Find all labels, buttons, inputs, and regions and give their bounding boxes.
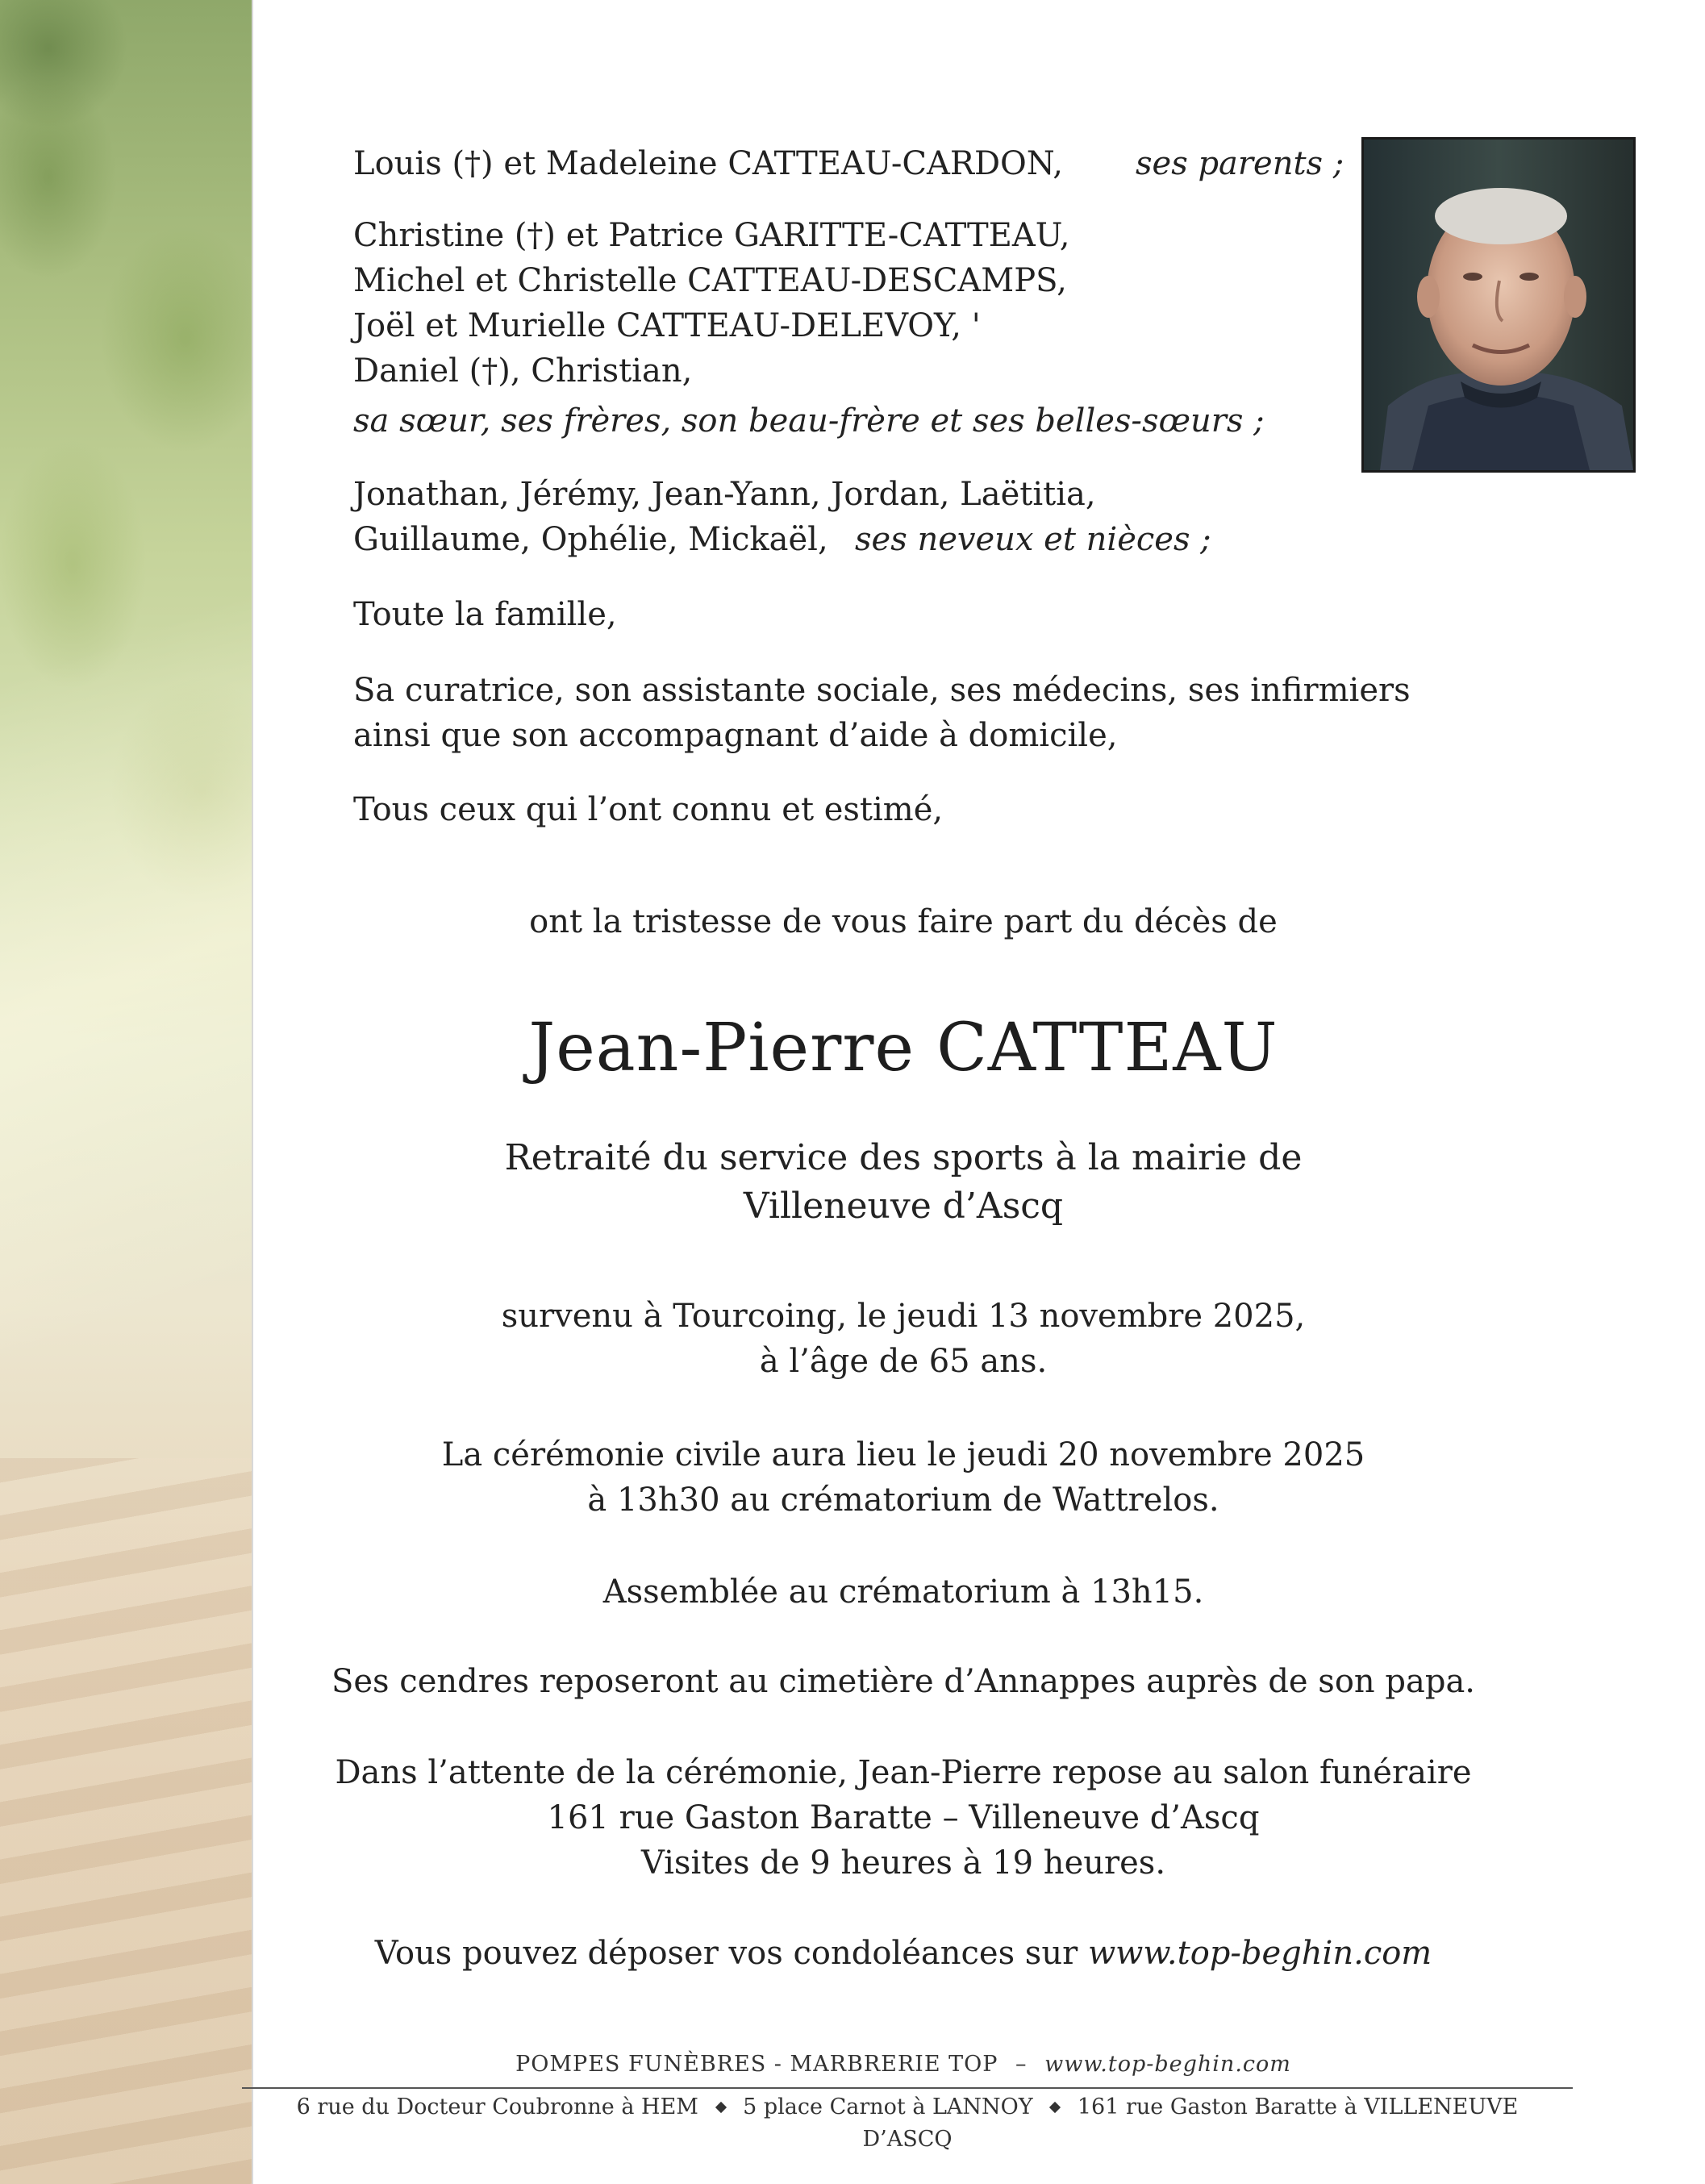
viewing-line: 161 rue Gaston Baratte – Villeneuve d’Ascq — [547, 1799, 1260, 1836]
deceased-portrait-photo — [1361, 137, 1636, 473]
forest-path — [0, 1458, 252, 2184]
address-hem: 6 rue du Docteur Coubronne à HEM — [296, 2094, 698, 2119]
viewing-line: Dans l’attente de la cérémonie, Jean-Pierre repose au salon funéraire — [335, 1754, 1472, 1791]
diamond-separator-icon — [715, 2102, 726, 2113]
sibling-line: Daniel (†), Christian, — [353, 352, 693, 390]
footer-company — [419, 2049, 1387, 2081]
ceremony-line: La cérémonie civile aura lieu le jeudi 20 novembre 2025 — [441, 1436, 1365, 1473]
assembly-line: Assemblée au crématorium à 13h15. — [602, 1573, 1204, 1611]
occupation-line: Villeneuve d’Ascq — [743, 1186, 1064, 1227]
parents-relation: ses parents ; — [1136, 145, 1344, 182]
page-edge — [252, 0, 253, 2184]
address-villeneuve: 161 rue Gaston Baratte à VILLENEUVE D’ASCQ — [862, 2094, 1519, 2152]
parents-names: Louis (†) et Madeleine CATTEAU-CARDON, — [353, 145, 1063, 182]
nephews-relation: ses neveux et nièces ; — [855, 521, 1211, 558]
death-line: survenu à Tourcoing, le jeudi 13 novembre 2025, — [501, 1298, 1306, 1335]
condolences-line — [306, 1931, 1500, 1976]
ashes-line: Ses cendres reposeront au cimetière d’Annappes auprès de son papa. — [331, 1663, 1476, 1700]
company-website[interactable]: www.top-beghin.com — [1044, 2052, 1291, 2077]
carers-line: Sa curatrice, son assistante sociale, ses médecins, ses infirmiers — [353, 672, 1411, 709]
sibling-line: Christine (†) et Patrice GARITTE-CATTEAU, — [353, 217, 1070, 254]
viewing-line: Visites de 9 heures à 19 heures. — [640, 1844, 1166, 1882]
sibling-line: Joël et Murielle CATTEAU-DELEVOY, ' — [353, 307, 981, 344]
address-lannoy: 5 place Carnot à LANNOY — [743, 2094, 1033, 2119]
nephews-line: Guillaume, Ophélie, Mickaël, — [353, 521, 828, 558]
others-line: Tous ceux qui l’ont connu et estimé, — [353, 791, 944, 828]
all-family: Toute la famille, — [353, 596, 617, 633]
announcement: ont la tristesse de vous faire part du décès de — [529, 903, 1278, 940]
company-name: POMPES FUNÈBRES - MARBRERIE TOP — [515, 2052, 998, 2077]
deceased-name: Jean-Pierre CATTEAU — [528, 1010, 1278, 1086]
nephews-line: Jonathan, Jérémy, Jean-Yann, Jordan, Laëtitia, — [353, 476, 1096, 513]
ceremony-line: à 13h30 au crématorium de Wattrelos. — [587, 1482, 1219, 1519]
condolences-text: Vous pouvez déposer vos condoléances sur — [374, 1935, 1078, 1972]
occupation-line: Retraité du service des sports à la mairie de — [504, 1137, 1303, 1178]
condolences-url[interactable]: www.top-beghin.com — [1087, 1935, 1432, 1972]
forest-background-image — [0, 0, 252, 2184]
siblings-relation: sa sœur, ses frères, son beau-frère et ses belles-sœurs ; — [353, 402, 1265, 440]
death-line: à l’âge de 65 ans. — [759, 1343, 1048, 1380]
footer-addresses — [250, 2091, 1565, 2156]
diamond-separator-icon — [1049, 2102, 1061, 2113]
portrait-illustration — [1364, 140, 1633, 470]
sibling-line: Michel et Christelle CATTEAU-DESCAMPS, — [353, 262, 1067, 299]
footer-divider — [242, 2087, 1573, 2089]
carers-line: ainsi que son accompagnant d’aide à domicile, — [353, 717, 1118, 754]
footer-dash: – — [1015, 2052, 1028, 2077]
